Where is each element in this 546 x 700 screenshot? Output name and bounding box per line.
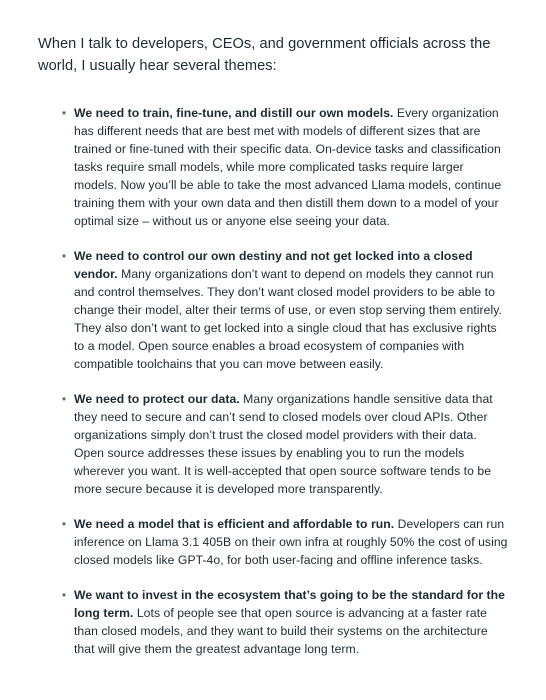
theme-lead: We need to protect our data. bbox=[74, 392, 240, 406]
theme-item-ecosystem bbox=[38, 586, 508, 658]
theme-item-protect bbox=[38, 390, 508, 498]
theme-lead: We need to train, fine-tune, and distill our own models. bbox=[74, 106, 394, 120]
bullet-icon: • bbox=[61, 392, 67, 406]
intro-paragraph: When I talk to developers, CEOs, and government officials across the world, I usually hear several themes: bbox=[38, 36, 491, 74]
theme-body: Many organizations handle sensitive data that they need to secure and can’t send to closed models over cloud APIs. Other organizations simply don’t trust the closed model providers with their data. Open source addresses these issues by enabling you to run the models wherever you want. It is well-accepted that open source software tends to be more secure because it is developed more transparently. bbox=[74, 392, 493, 496]
theme-lead: We want to invest in the ecosystem that’s going to be the standard for the long term. bbox=[74, 588, 505, 620]
themes-list bbox=[38, 104, 508, 658]
bullet-icon: • bbox=[61, 517, 67, 531]
bullet-icon: • bbox=[61, 106, 67, 120]
bullet-icon: • bbox=[61, 249, 67, 263]
theme-lead: We need a model that is efficient and affordable to run. bbox=[74, 517, 395, 531]
theme-item-control bbox=[38, 247, 508, 373]
theme-body: Developers can run inference on Llama 3.1 405B on their own infra at roughly 50% the cost of using closed models like GPT-4o, for both user-facing and offline inference tasks. bbox=[74, 517, 508, 567]
theme-item-efficient bbox=[38, 515, 508, 569]
theme-item-train bbox=[38, 104, 508, 230]
article-body bbox=[38, 34, 508, 675]
bullet-icon: • bbox=[61, 588, 67, 602]
theme-body: Many organizations don’t want to depend on models they cannot run and control themselves. They don’t want closed model providers to be able to change their model, alter their terms of use, or even stop serving them entirely. They also don’t want to get locked into a single cloud that has exclusive rights to a model. Open source enables a broad ecosystem of companies with compatible toolchains that you can move between easily. bbox=[74, 267, 502, 371]
theme-body: Lots of people see that open source is advancing at a faster rate than closed models, and they want to build their systems on the architecture that will give them the greatest advantage long term. bbox=[74, 606, 488, 656]
theme-body: Every organization has different needs that are best met with models of different sizes that are trained or fine-tuned with their specific data. On-device tasks and classification tasks require small models, while more complicated tasks require larger models. Now you’ll be able to take the most advanced Llama models, continue training them with your own data and then distill them down to a model of your optimal size – without us or anyone else seeing your data. bbox=[74, 106, 502, 228]
theme-lead: We need to control our own destiny and not get locked into a closed vendor. bbox=[74, 249, 473, 281]
